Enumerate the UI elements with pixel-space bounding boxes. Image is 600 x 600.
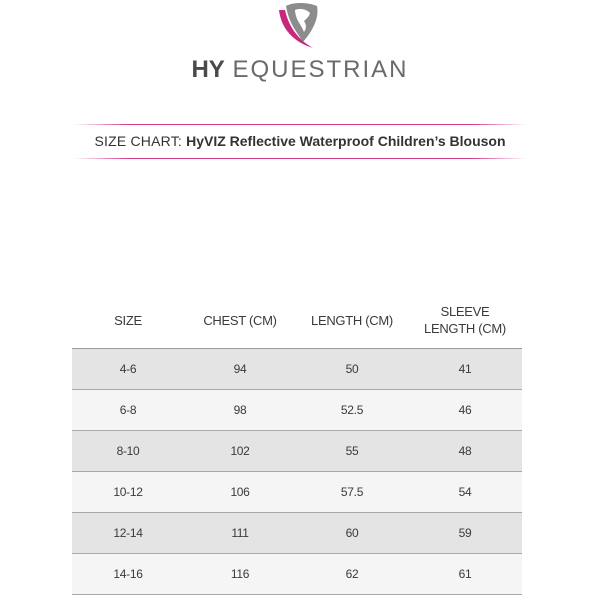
table-row [72,349,522,390]
cell-length: 57.5 [340,485,364,499]
brand-header [0,0,600,90]
cell-chest: 94 [233,362,247,376]
table-row [72,472,522,513]
cell-size: 4-6 [119,362,137,376]
cell-sleeve: 54 [458,485,472,499]
product-name: HyVIZ Reflective Waterproof Children’s Blouson [186,133,506,149]
cell-size: 14-16 [113,567,143,581]
cell-sleeve: 61 [458,567,472,581]
header-length: LENGTH (CM) [311,312,393,328]
cell-length: 50 [345,362,359,376]
header-chest: CHEST (CM) [203,312,277,328]
cell-chest: 106 [230,485,250,499]
header-size: SIZE [114,312,142,328]
cell-sleeve: 48 [458,444,472,458]
cell-chest: 98 [233,403,247,417]
horse-head-shield-icon [273,2,327,50]
cell-length: 62 [345,567,359,581]
table-row [72,554,522,595]
brand-name-light: EQUESTRIAN [232,56,409,83]
cell-size: 8-10 [116,444,140,458]
header-sleeve-line2: LENGTH (CM) [424,321,506,336]
header-sleeve-length [408,303,522,337]
table-row [72,431,522,472]
cell-sleeve: 41 [458,362,472,376]
brand-name-bold: HY [191,56,225,83]
cell-sleeve: 46 [458,403,472,417]
cell-size: 12-14 [113,526,143,540]
title-prefix: SIZE CHART: [94,133,187,149]
cell-chest: 111 [231,526,249,540]
brand-wordmark [0,56,600,84]
cell-sleeve: 59 [458,526,472,540]
divider-top [74,124,526,125]
page-title [0,133,600,149]
cell-size: 6-8 [119,403,137,417]
cell-chest: 102 [230,444,250,458]
cell-size: 10-12 [113,485,143,499]
header-sleeve-line1: SLEEVE [440,304,490,319]
cell-length: 55 [345,444,359,458]
cell-length: 52.5 [340,403,364,417]
table-row [72,513,522,554]
cell-length: 60 [345,526,359,540]
table-row [72,390,522,431]
table-header [72,292,522,349]
divider-bottom [74,158,526,159]
size-chart-table [72,292,522,595]
cell-chest: 116 [230,567,250,581]
